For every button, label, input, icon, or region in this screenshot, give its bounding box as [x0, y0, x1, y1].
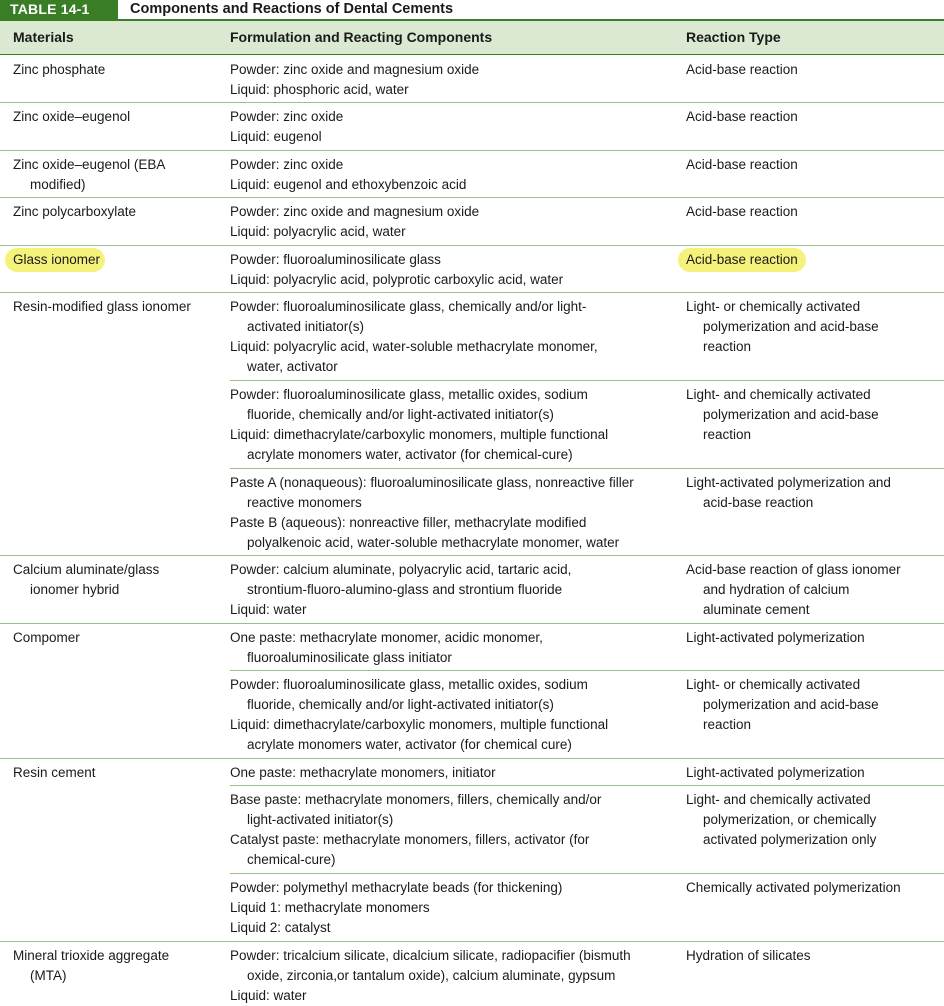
cell-line: Zinc phosphate — [13, 62, 106, 77]
formulation-cell — [230, 297, 675, 377]
formulation-cell — [230, 946, 675, 1006]
cell-line: Glass ionomer — [13, 251, 101, 267]
row-separator — [0, 555, 944, 556]
cell-line: Catalyst paste: methacrylate monomers, fillers, activator (for — [230, 832, 590, 848]
cell-line: polymerization and acid-base — [703, 319, 879, 334]
cell-line: reactive monomers — [247, 494, 362, 510]
cell-line: oxide, zirconia,or tantalum oxide), calcium aluminate, gypsum — [247, 967, 616, 983]
row-separator — [0, 941, 944, 942]
material-cell — [13, 560, 223, 600]
cell-line: Zinc oxide–eugenol — [13, 109, 131, 125]
reaction-type-cell — [686, 560, 941, 620]
table-title-bar — [0, 0, 944, 20]
cell-line: Powder: zinc oxide and magnesium oxide — [230, 204, 480, 220]
cell-line: polymerization, or chemically — [703, 812, 877, 828]
cell-line: Light- and chemically activated — [686, 792, 871, 808]
cell-line: Calcium aluminate/glass — [13, 562, 160, 578]
column-header-formulation: Formulation and Reacting Components — [230, 29, 493, 45]
cell-line: fluoroaluminosilicate glass initiator — [247, 650, 452, 665]
formulation-cell — [230, 878, 675, 938]
cell-line: aluminate cement — [703, 602, 810, 618]
cell-line: Acid-base reaction — [686, 109, 798, 125]
cell-line: Light-activated polymerization — [686, 630, 865, 645]
cell-line: Liquid: eugenol and ethoxybenzoic acid — [230, 176, 467, 192]
material-cell — [13, 107, 223, 127]
cell-line: Paste A (nonaqueous): fluoroaluminosilicate glass, nonreactive filler — [230, 474, 634, 490]
cell-line: Liquid: polyacrylic acid, water-soluble methacrylate monomer, — [230, 339, 598, 354]
row-separator — [0, 623, 944, 624]
formulation-cell — [230, 628, 675, 668]
material-cell — [13, 763, 223, 783]
cell-line: Liquid: dimethacrylate/carboxylic monomers, multiple functional — [230, 426, 609, 442]
reaction-type-cell — [686, 385, 941, 445]
cell-line: Powder: zinc oxide — [230, 156, 344, 172]
reaction-type-cell — [686, 107, 941, 127]
cell-line: Acid-base reaction of glass ionomer — [686, 562, 901, 578]
cell-line: Liquid: polyacrylic acid, water — [230, 224, 406, 240]
cell-line: Powder: fluoroaluminosilicate glass — [230, 251, 441, 267]
cell-line: Chemically activated polymerization — [686, 880, 901, 896]
reaction-type-cell — [686, 473, 941, 513]
cell-line: Zinc oxide–eugenol (EBA — [13, 156, 166, 172]
material-cell — [13, 628, 223, 648]
cell-line: fluoride, chemically and/or light-activated initiator(s) — [247, 406, 554, 422]
table-header-row — [0, 21, 944, 54]
cell-line: acid-base reaction — [703, 494, 814, 510]
cell-line: Light-activated polymerization — [686, 765, 865, 781]
reaction-type-cell — [686, 202, 941, 222]
column-header-reaction-type: Reaction Type — [686, 29, 781, 45]
cell-line: Liquid 1: methacrylate monomers — [230, 900, 430, 916]
formulation-cell — [230, 60, 675, 100]
cell-line: Acid-base reaction — [686, 251, 798, 267]
cell-line: reaction — [703, 717, 752, 733]
cell-line: Powder: calcium aluminate, polyacrylic acid, tartaric acid, — [230, 562, 572, 578]
formulation-cell — [230, 385, 675, 465]
cell-line: Resin cement — [13, 765, 96, 781]
table-title: Components and Reactions of Dental Cements — [130, 1, 454, 17]
material-cell — [13, 60, 223, 80]
cell-line: polymerization and acid-base — [703, 406, 879, 422]
reaction-type-cell — [686, 60, 941, 80]
cell-line: Zinc polycarboxylate — [13, 204, 137, 220]
reaction-type-cell — [686, 946, 941, 966]
cell-line: Hydration of silicates — [686, 947, 811, 963]
cell-line: Powder: zinc oxide — [230, 109, 344, 125]
header-rule — [0, 54, 944, 55]
cell-line: Liquid: dimethacrylate/carboxylic monomers, multiple functional — [230, 717, 609, 733]
row-separator — [0, 245, 944, 246]
cell-line: acrylate monomers water, activator (for chemical-cure) — [247, 446, 573, 462]
cell-line: Acid-base reaction — [686, 156, 798, 172]
cell-line: acrylate monomers water, activator (for chemical cure) — [247, 737, 572, 753]
material-cell — [13, 155, 223, 195]
cell-line: polymerization and acid-base — [703, 697, 879, 713]
material-cell — [13, 250, 223, 270]
row-separator — [230, 670, 944, 671]
row-separator — [0, 758, 944, 759]
formulation-cell — [230, 763, 675, 783]
formulation-cell — [230, 155, 675, 195]
cell-line: strontium-fluoro-alumino-glass and strontium fluoride — [247, 582, 563, 598]
cell-line: chemical-cure) — [247, 852, 336, 868]
cell-line: polyalkenoic acid, water-soluble methacrylate monomer, water — [247, 534, 620, 550]
formulation-cell — [230, 250, 675, 290]
cell-line: One paste: methacrylate monomers, initiator — [230, 765, 496, 781]
cell-line: fluoride, chemically and/or light-activated initiator(s) — [247, 697, 554, 713]
table-number-tag: TABLE 14-1 — [0, 0, 118, 19]
row-separator — [0, 102, 944, 103]
material-cell — [13, 202, 223, 222]
cell-line: Powder: zinc oxide and magnesium oxide — [230, 62, 480, 77]
cell-line: Mineral trioxide aggregate — [13, 947, 170, 963]
row-separator — [230, 785, 944, 786]
formulation-cell — [230, 675, 675, 755]
cell-line: Liquid: phosphoric acid, water — [230, 82, 409, 97]
cell-line: One paste: methacrylate monomer, acidic monomer, — [230, 630, 543, 645]
cell-line: Paste B (aqueous): nonreactive filler, methacrylate modified — [230, 514, 587, 530]
cell-line: reaction — [703, 426, 752, 442]
cell-line: Light- or chemically activated — [686, 299, 861, 314]
column-header-materials: Materials — [13, 29, 74, 45]
reaction-type-cell — [686, 878, 941, 898]
cell-line: Light-activated polymerization and — [686, 474, 891, 490]
cell-line: Liquid 2: catalyst — [230, 920, 331, 936]
reaction-type-cell — [686, 628, 941, 648]
cell-line: Acid-base reaction — [686, 62, 798, 77]
material-cell — [13, 297, 223, 317]
cell-line: Acid-base reaction — [686, 204, 798, 220]
cell-line: and hydration of calcium — [703, 582, 850, 598]
reaction-type-cell — [686, 250, 941, 270]
cell-line: ionomer hybrid — [30, 582, 120, 598]
formulation-cell — [230, 107, 675, 147]
cell-line: Liquid: polyacrylic acid, polyprotic carboxylic acid, water — [230, 271, 564, 287]
material-cell — [13, 946, 223, 986]
row-separator — [0, 197, 944, 198]
reaction-type-cell — [686, 790, 941, 850]
cell-line: Compomer — [13, 630, 80, 645]
cell-line: water, activator — [247, 359, 338, 374]
cell-line: reaction — [703, 339, 752, 354]
reaction-type-cell — [686, 675, 941, 735]
cell-line: activated initiator(s) — [247, 319, 365, 334]
formulation-cell — [230, 790, 675, 870]
formulation-cell — [230, 560, 675, 620]
cell-line: Light- or chemically activated — [686, 677, 861, 693]
reaction-type-cell — [686, 763, 941, 783]
cell-line: modified) — [30, 176, 86, 192]
cell-line: Powder: polymethyl methacrylate beads (for thickening) — [230, 880, 563, 896]
row-separator — [230, 468, 944, 469]
cell-line: light-activated initiator(s) — [247, 812, 394, 828]
cell-line: Powder: tricalcium silicate, dicalcium silicate, radiopacifier (bismuth — [230, 947, 631, 963]
row-separator — [230, 873, 944, 874]
cell-line: Base paste: methacrylate monomers, fillers, chemically and/or — [230, 792, 602, 808]
cell-line: Liquid: water — [230, 602, 307, 618]
cell-line: Liquid: eugenol — [230, 129, 322, 145]
cell-line: (MTA) — [30, 967, 67, 983]
formulation-cell — [230, 473, 675, 553]
cell-line: activated polymerization only — [703, 832, 877, 848]
cell-line: Light- and chemically activated — [686, 386, 871, 402]
reaction-type-cell — [686, 155, 941, 175]
cell-line: Powder: fluoroaluminosilicate glass, chemically and/or light- — [230, 299, 587, 314]
row-separator — [0, 150, 944, 151]
cell-line: Resin-modified glass ionomer — [13, 299, 191, 314]
cell-line: Powder: fluoroaluminosilicate glass, metallic oxides, sodium — [230, 677, 588, 693]
reaction-type-cell — [686, 297, 941, 357]
row-separator — [230, 380, 944, 381]
cell-line: Liquid: water — [230, 987, 307, 1003]
row-separator — [0, 292, 944, 293]
cell-line: Powder: fluoroaluminosilicate glass, metallic oxides, sodium — [230, 386, 588, 402]
formulation-cell — [230, 202, 675, 242]
